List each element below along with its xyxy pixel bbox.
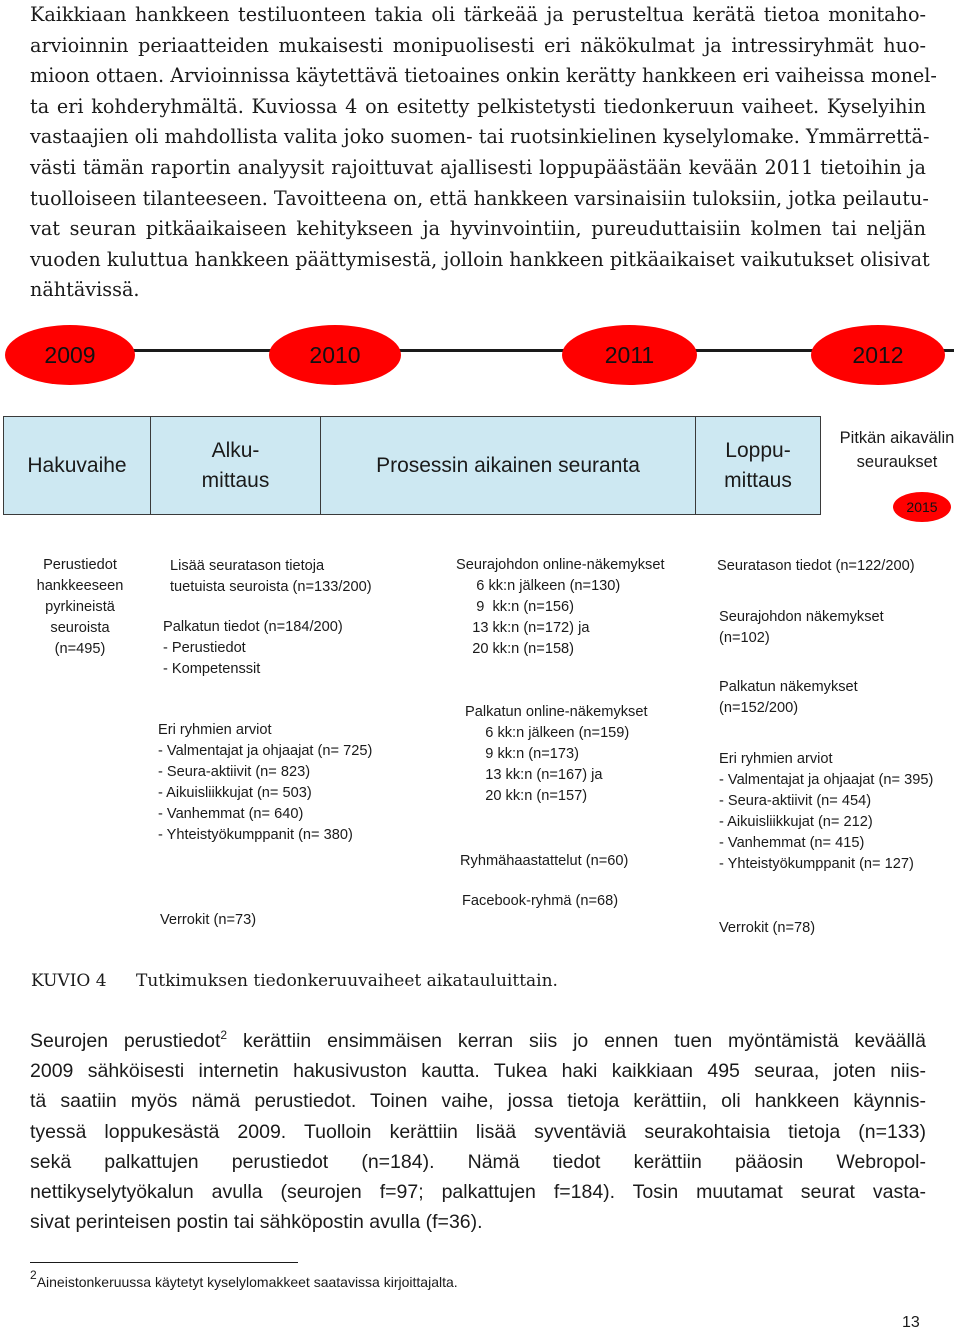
- col4-block: Eri ryhmien arviot - Valmentajat ja ohjaajat (n= 395) - Seura-aktiivit (n= 454) - Aikuisliikkujat (n= 212) - Vanhemmat (n= 415) - Yhteistyökumppanit (n= 127): [719, 751, 934, 872]
- figure-caption: Tutkimuksen tiedonkeruuvaiheet aikatauluittain.: [136, 971, 558, 991]
- phase-prosessi: Prosessin aikainen seuranta: [376, 453, 640, 477]
- year-2009-oval: 2009: [5, 325, 135, 385]
- footnote-ref[interactable]: 2: [220, 1028, 228, 1042]
- col4-block: Seurajohdon näkemykset (n=102): [719, 609, 884, 646]
- col2-block: Eri ryhmien arviot - Valmentajat ja ohjaajat (n= 725) - Seura-aktiivit (n= 823) - Aikuisliikkujat (n= 503) - Vanhemmat (n= 640) - Yhteistyökumppanit (n= 380): [158, 722, 373, 843]
- col3-block: Seurajohdon online-näkemykset 6 kk:n jälkeen (n=130) 9 kk:n (n=156) 13 kk:n (n=172) ja 20 kk:n (n=158): [456, 557, 665, 657]
- intro-line: vat seuran pitkäaikaiseen kehitykseen ja hyvinvointiin, pureuduttaisiin kolmen tai neljän: [30, 217, 926, 241]
- phase-loppumittaus: Loppu- mittaus: [724, 438, 792, 492]
- year-2015-oval: 2015: [893, 492, 951, 522]
- year-2012-oval: 2012: [811, 325, 945, 385]
- year-2011-oval: 2011: [562, 325, 697, 385]
- intro-line: västi tämän raportin analyysit rajoittuvat ajallisesti loppupäästään kevään 2011 tietoihin ja: [30, 155, 926, 179]
- col1-block: Perustiedot hankkeeseen pyrkineistä seuroista (n=495): [36, 557, 124, 657]
- col3-block: Facebook-ryhmä (n=68): [462, 893, 619, 909]
- phase-alkumittaus: Alku- mittaus: [201, 438, 270, 492]
- intro-line: Kaikkiaan hankkeen testiluonteen takia oli tärkeää ja perusteltua kerätä tietoa monitaho-: [30, 3, 926, 26]
- footnote: [30, 1268, 458, 1290]
- intro-line: arvioinnin periaatteiden mukaisesti monipuolisesti eri näkökulmat ja intressiryhmät huo-: [30, 33, 926, 57]
- intro-line: mioon ottaen. Arvioinnissa käytettävä tietoaines onkin kerätty hankkeen eri vaiheissa monel-: [30, 64, 937, 88]
- col4-block: Seuratason tiedot (n=122/200): [717, 558, 915, 574]
- footnote-text: Aineistonkeruussa käytetyt kyselylomakkeet saatavissa kirjoittajalta.: [36, 1274, 458, 1290]
- footnote-rule: [30, 1262, 298, 1263]
- col2-block: Palkatun tiedot (n=184/200) - Perustiedot - Kompetenssit: [163, 619, 343, 677]
- footnote-marker: 2: [30, 1268, 37, 1282]
- body-line: sekä palkattujen perustiedot (n=184). Nämä tiedot kerättiin pääosin Webropol-: [30, 1150, 926, 1173]
- year-2010-oval: 2010: [269, 325, 401, 385]
- col3-block: Ryhmähaastattelut (n=60): [460, 853, 629, 869]
- body-line: sivat perinteisen postin tai sähköpostin avulla (f=36).: [30, 1211, 483, 1234]
- intro-line: tuolloiseen tilanteeseen. Tavoitteena on, että hankkeen varsinaisiin tuloksiin, jotka peilautu-: [30, 186, 929, 210]
- body-paragraph: [30, 1026, 926, 1237]
- col4-block: Verrokit (n=78): [719, 920, 816, 936]
- figure-label: KUVIO 4: [31, 971, 107, 991]
- body-line: tyessä loppukesästä 2009. Tuolloin kerättiin lisää syventäviä seurakohtaisia tietoja (n=133): [30, 1120, 926, 1143]
- intro-line: vuoden kuluttua hankkeen päättymisestä, jolloin hankkeen pitkäaikaiset vaikutukset olisivat: [30, 247, 930, 271]
- col2-block: Lisää seuratason tietoja tuetuista seuroista (n=133/200): [170, 558, 372, 595]
- body-line: 2009 sähköisesti internetin hakusivuston kautta. Tukea haki kaikkiaan 495 seuraa, joten niis-: [30, 1060, 926, 1083]
- page-number: 13: [902, 1314, 920, 1331]
- col3-block: Palkatun online-näkemykset 6 kk:n jälkeen (n=159) 9 kk:n (n=173) 13 kk:n (n=167) ja 20 kk:n (n=157): [465, 704, 648, 804]
- col2-block: Verrokit (n=73): [160, 912, 257, 928]
- intro-line: vastaajien oli mahdollista valita joko suomen- tai ruotsinkielinen kyselylomake. Ymmärrettä-: [30, 125, 930, 149]
- col4-block: Palkatun näkemykset (n=152/200): [719, 679, 858, 716]
- intro-line: nähtävissä.: [30, 278, 140, 302]
- body-line: Seurojen perustiedot$^2$ kerättiin ensimmäisen kerran siis jo ennen tuen myöntämistä keväällä: [30, 1028, 926, 1052]
- body-line: nettikyselytyökalun avulla (seurojen f=97; palkattujen f=184). Tosin muutamat seurat vasta-: [30, 1181, 926, 1204]
- intro-paragraph: [30, 0, 937, 306]
- phase-pitkan-aikavalin: Pitkän aikavälin seuraukset: [839, 429, 955, 471]
- body-line: tä saatiin myös nämä perustiedot. Toinen vaihe, jossa tietoja kerättiin, oli hankkeen käynnis-: [30, 1090, 926, 1113]
- phase-hakuvaihe: Hakuvaihe: [27, 453, 127, 477]
- intro-line: ta eri kohderyhmältä. Kuviossa 4 on esitetty pelkistetysti tiedonkeruun vaiheet. Kyselyihin: [30, 94, 926, 118]
